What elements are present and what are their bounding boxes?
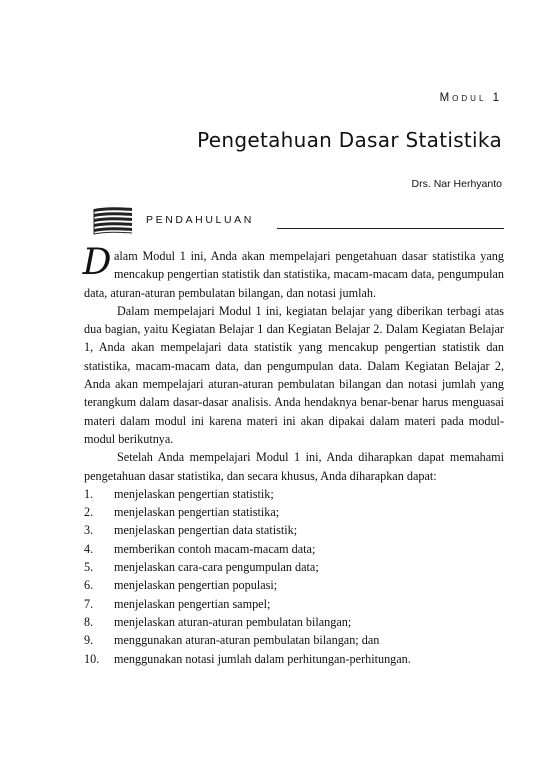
- list-item-number: 4.: [84, 541, 94, 556]
- list-item-text: menjelaskan pengertian data statistik;: [114, 523, 298, 538]
- module-label: Modul 1: [439, 92, 502, 104]
- author-name: Drs. Nar Herhyanto: [411, 178, 502, 190]
- list-item-text: menjelaskan pengertian statistika;: [114, 505, 280, 520]
- list-item-number: 1.: [84, 486, 94, 501]
- list-item: [84, 595, 504, 613]
- list-item-number: 6.: [84, 578, 94, 593]
- book-stack-icon: [93, 206, 133, 236]
- list-item-text: menjelaskan cara-cara pengumpulan data;: [114, 560, 319, 575]
- intro-paragraph-3: Setelah Anda mempelajari Modul 1 ini, Anda diharapkan dapat memahami pengetahuan dasar statistika, dan secara khusus, Anda diharapkan dapat:: [84, 450, 504, 483]
- list-item-number: 7.: [84, 596, 94, 611]
- list-item-number: 3.: [84, 523, 94, 538]
- list-item: [84, 576, 504, 594]
- list-item-text: menggunakan notasi jumlah dalam perhitungan-perhitungan.: [114, 651, 411, 666]
- list-item: [84, 540, 504, 558]
- list-item: [84, 503, 504, 521]
- list-item: [84, 521, 504, 539]
- section-heading: PENDAHULUAN: [146, 214, 254, 226]
- list-item: [84, 558, 504, 576]
- page-title: Pengetahuan Dasar Statistika: [197, 128, 502, 152]
- list-item: [84, 650, 504, 668]
- list-item-text: menjelaskan pengertian sampel;: [114, 596, 271, 611]
- list-item-text: menggunakan aturan-aturan pembulatan bilangan; dan: [114, 633, 380, 648]
- intro-paragraph-1: [82, 242, 504, 302]
- list-item-number: 5.: [84, 560, 94, 575]
- list-item-number: 9.: [84, 633, 94, 648]
- list-item-number: 10.: [84, 651, 100, 666]
- list-item-number: 2.: [84, 505, 94, 520]
- list-item: [84, 631, 504, 649]
- drop-cap: D: [82, 242, 112, 283]
- list-item-number: 8.: [84, 614, 94, 629]
- intro-paragraph-1-text: alam Modul 1 ini, Anda akan mempelajari pengetahuan dasar statistika yang mencakup pengertian statistik dan statistika, macam-macam data, pengumpulan data, aturan-aturan pembulatan bilangan, dan notasi jumlah.: [84, 249, 504, 300]
- objectives-list: [84, 485, 504, 668]
- list-item-text: menjelaskan aturan-aturan pembulatan bilangan;: [114, 614, 352, 629]
- section-divider: [277, 228, 504, 229]
- list-item: [84, 613, 504, 631]
- list-item: [84, 485, 504, 503]
- list-item-text: memberikan contoh macam-macam data;: [114, 541, 316, 556]
- intro-paragraph-2: Dalam mempelajari Modul 1 ini, kegiatan belajar yang diberikan terbagi atas dua bagian, yaitu Kegiatan Belajar 1 dan Kegiatan Belajar 2. Dalam Kegiatan Belajar 1, Anda akan mempelajari data statistik yang mencakup pengertian statistik dan statistika, macam-macam data, dan pengumpulan data. Dalam Kegiatan Belajar 2, Anda akan mempelajari aturan-aturan pembulatan bilangan dan notasi jumlah yang terangkum dalam dasar-dasar analisis. Anda hendaknya benar-benar harus menguasai materi dalam modul ini karena materi ini akan dipakai dalam materi pada modul-modul berikutnya.: [84, 303, 504, 446]
- list-item-text: menjelaskan pengertian statistik;: [114, 486, 274, 501]
- list-item-text: menjelaskan pengertian populasi;: [114, 578, 278, 593]
- body-text: [82, 242, 504, 668]
